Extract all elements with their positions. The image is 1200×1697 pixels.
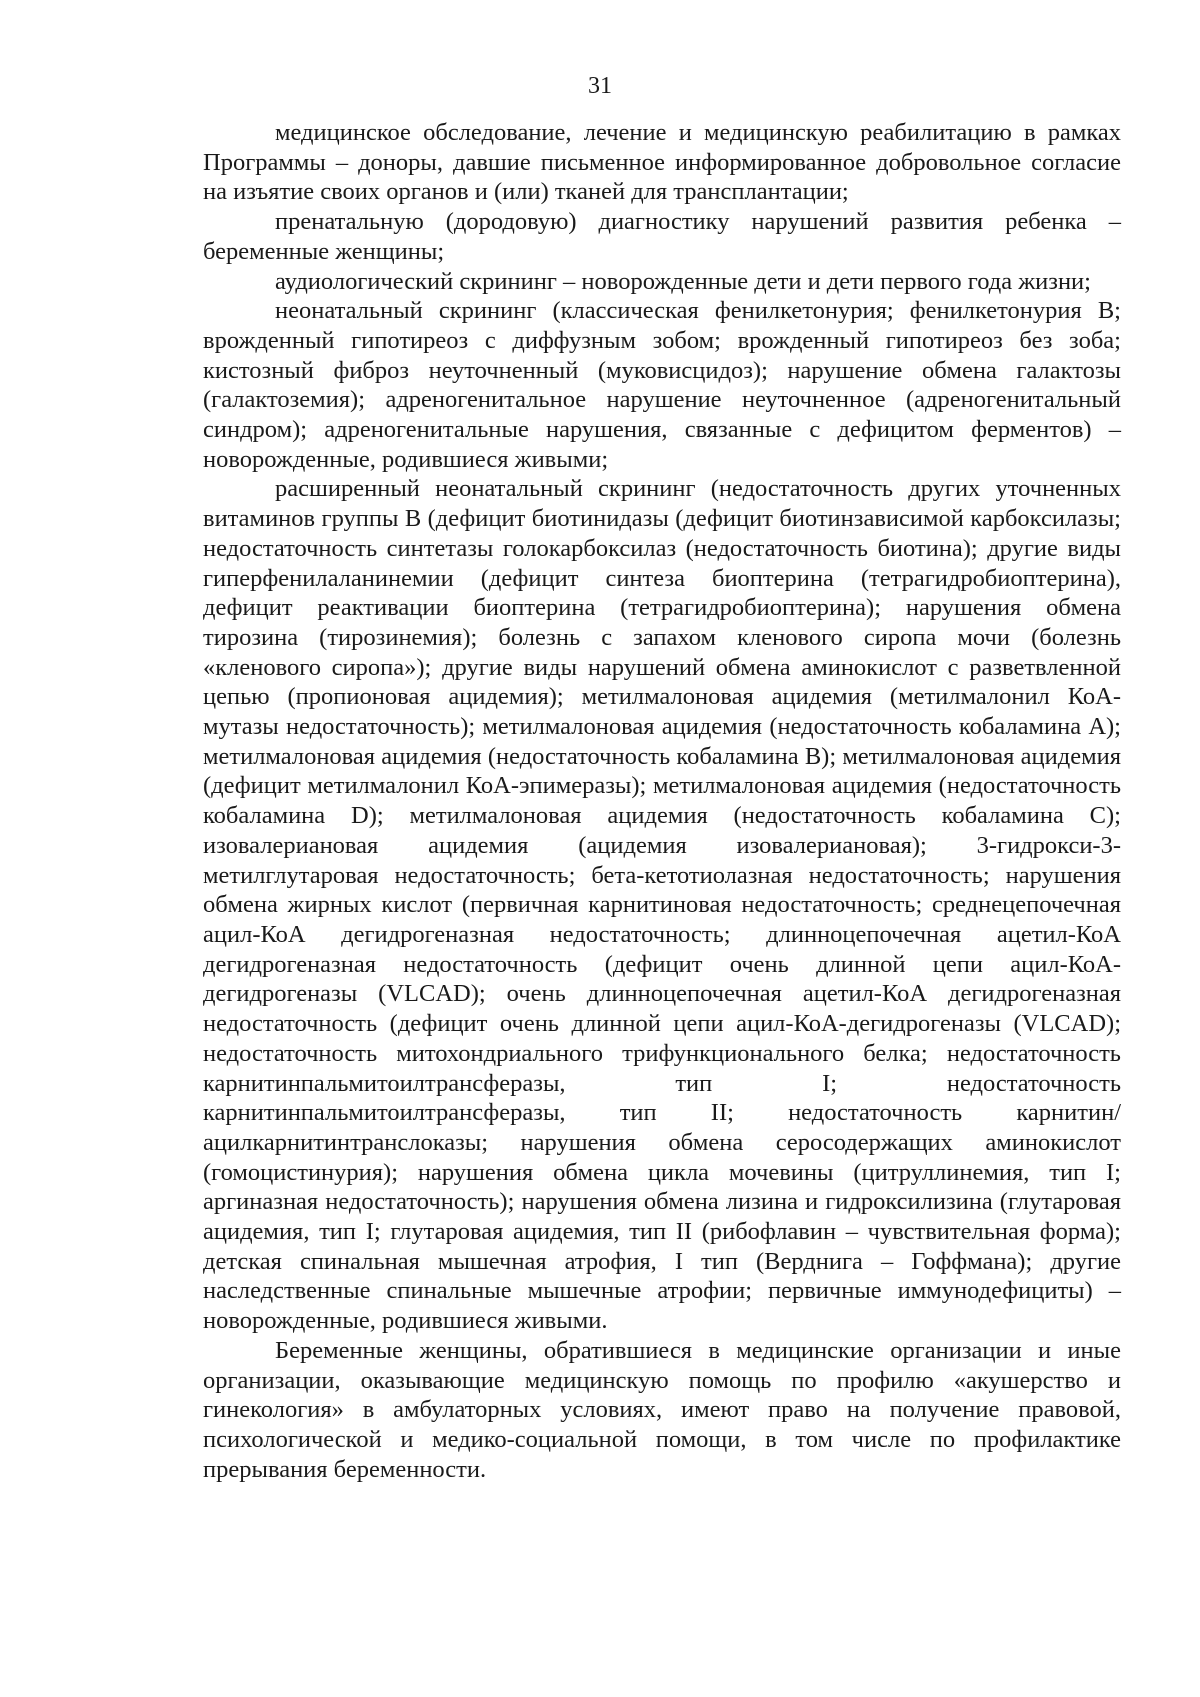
document-body [203, 118, 1121, 1484]
paragraph-prenatal-diagnostics: пренатальную (дородовую) диагностику нарушений развития ребенка – беременные женщины; [203, 208, 1121, 265]
paragraph-audiological-screening: аудиологический скрининг – новорожденные дети и дети первого года жизни; [275, 267, 1091, 295]
paragraph-extended-neonatal-screening: расширенный неонатальный скрининг (недостаточность других уточненных витаминов группы В (дефицит биотинидазы (дефицит биотинзависимой карбоксилазы; недостаточность синтетазы голокарбоксилаз (недостаточность биотина); другие виды гиперфенилаланинемии (дефицит синтеза биоптерина (тетрагидробиоптерина), дефицит реактивации биоптерина (тетрагидробиоптерина); нарушения обмена тирозина (тирозинемия); болезнь с запахом кленового сиропа мочи (болезнь «кленового сиропа»); другие виды нарушений обмена аминокислот с разветвленной цепью (пропионовая ацидемия); метилмалоновая ацидемия (метилмалонил КоА-мутазы недостаточность); метилмалоновая ацидемия (недостаточность кобаламина А); метилмалоновая ацидемия (недостаточность кобаламина В); метилмалоновая ацидемия (дефицит метилмалонил КоА-эпимеразы); метилмалоновая ацидемия (недостаточность кобаламина D); метилмалоновая ацидемия (недостаточность кобаламина С); изовалериановая ацидемия (ацидемия изовалериановая); 3-гидрокси-3-метилглутаровая недостаточность; бета-кетотиолазная недостаточность; нарушения обмена жирных кислот (первичная карнитиновая недостаточность; среднецепочечная ацил-КоА дегидрогеназная недостаточность; длинноцепочечная ацетил-КоА дегидрогеназная недостаточность (дефицит очень длинной цепи ацил-КоА-дегидрогеназы (VLCAD); очень длинноцепочечная ацетил-КоА дегидрогеназная недостаточность (дефицит очень длинной цепи ацил-КоА-дегидрогеназы (VLCAD); недостаточность митохондриального трифункционального белка; недостаточность карнитинпальмитоилтрансферазы, тип I; недостаточность карнитинпальмитоилтрансферазы, тип II; недостаточность карнитин/ацилкарнитинтранслоказы; нарушения обмена серосодержащих аминокислот (гомоцистинурия); нарушения обмена цикла мочевины (цитруллинемия, тип I; аргиназная недостаточность); нарушения обмена лизина и гидроксилизина (глутаровая ацидемия, тип I; глутаровая ацидемия, тип II (рибофлавин – чувствительная форма); детская спинальная мышечная атрофия, I тип (Верднига – Гоффмана); другие наследственные спинальные мышечные атрофии; первичные иммунодефициты) – новорожденные, родившиеся живыми. [203, 475, 1121, 1335]
paragraph-donors: медицинское обследование, лечение и медицинскую реабилитацию в рамках Программы – доноры, давшие письменное информированное добровольное согласие на изъятие своих органов и (или) тканей для трансплантации; [203, 119, 1121, 206]
page-number: 31 [588, 73, 612, 99]
paragraph-neonatal-screening: неонатальный скрининг (классическая фенилкетонурия; фенилкетонурия В; врожденный гипотиреоз с диффузным зобом; врожденный гипотиреоз без зоба; кистозный фиброз неуточненный (муковисцидоз); нарушение обмена галактозы (галактоземия); адреногенитальное нарушение неуточненное (адреногенитальный синдром); адреногенитальные нарушения, связанные с дефицитом ферментов) – новорожденные, родившиеся живыми; [203, 297, 1121, 473]
paragraph-pregnant-women-help: Беременные женщины, обратившиеся в медицинские организации и иные организации, оказывающие медицинскую помощь по профилю «акушерство и гинекология» в амбулаторных условиях, имеют право на получение правовой, психологической и медико-социальной помощи, в том числе по профилактике прерывания беременности. [203, 1336, 1121, 1483]
